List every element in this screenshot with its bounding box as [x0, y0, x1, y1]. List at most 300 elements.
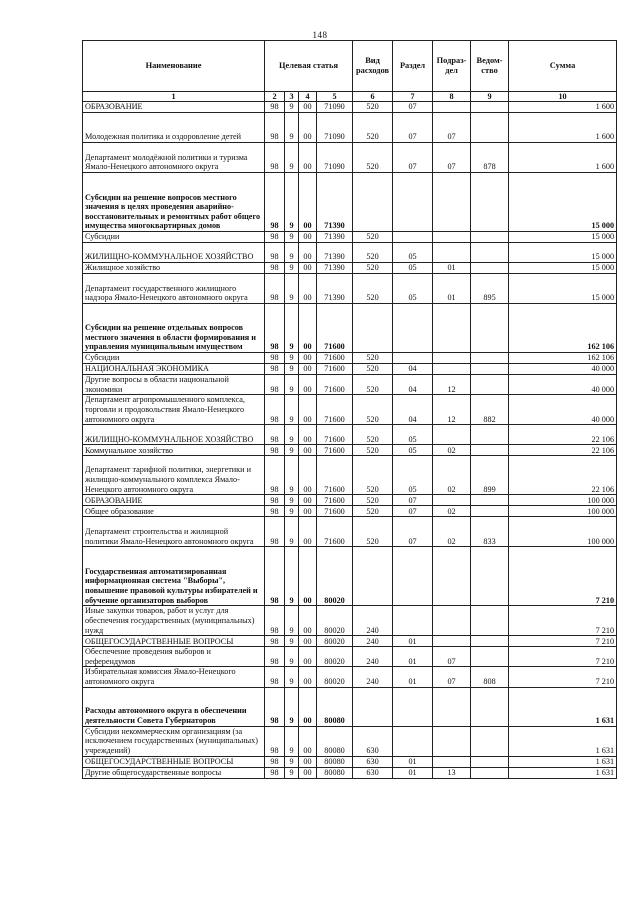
target-code-4: 71390 — [317, 263, 353, 274]
target-code-4: 80020 — [317, 647, 353, 667]
table-row — [83, 232, 617, 243]
table-row — [83, 495, 617, 506]
target-code-4: 71390 — [317, 243, 353, 263]
target-code-3: 00 — [299, 687, 317, 726]
expense-type-code: 520 — [353, 506, 393, 517]
expense-type-code — [353, 173, 393, 232]
amount-value: 7 210 — [509, 647, 617, 667]
expense-type-code: 240 — [353, 667, 393, 687]
target-code-1: 98 — [265, 375, 285, 395]
header-subsection: Подраз-дел — [433, 41, 471, 92]
subsection-code — [433, 102, 471, 113]
column-number: 10 — [509, 92, 617, 102]
target-code-4: 71600 — [317, 364, 353, 375]
subsection-code: 02 — [433, 506, 471, 517]
amount-value: 15 000 — [509, 274, 617, 304]
expense-type-code: 630 — [353, 756, 393, 767]
department-code — [471, 756, 509, 767]
subsection-code — [433, 687, 471, 726]
target-code-2: 9 — [285, 636, 299, 647]
target-code-1: 98 — [265, 456, 285, 495]
department-code — [471, 263, 509, 274]
target-code-3: 00 — [299, 636, 317, 647]
target-code-4: 71600 — [317, 445, 353, 456]
target-code-2: 9 — [285, 232, 299, 243]
section-code: 01 — [393, 647, 433, 667]
department-code — [471, 364, 509, 375]
target-code-4: 80020 — [317, 547, 353, 606]
amount-value: 40 000 — [509, 395, 617, 425]
row-name: Избирательная комиссия Ямало-Ненецкого автономного округа — [83, 667, 265, 687]
target-code-4: 80080 — [317, 767, 353, 778]
subsection-code: 07 — [433, 667, 471, 687]
header-name: Наименование — [83, 41, 265, 92]
row-name: НАЦИОНАЛЬНАЯ ЭКОНОМИКА — [83, 364, 265, 375]
row-name: ОБРАЗОВАНИЕ — [83, 495, 265, 506]
target-code-2: 9 — [285, 143, 299, 173]
target-code-3: 00 — [299, 425, 317, 445]
header-row — [83, 41, 617, 92]
expense-type-code: 520 — [353, 263, 393, 274]
target-code-2: 9 — [285, 547, 299, 606]
target-code-4: 71390 — [317, 173, 353, 232]
amount-value: 1 600 — [509, 102, 617, 113]
department-code: 878 — [471, 143, 509, 173]
row-name: ОБЩЕГОСУДАРСТВЕННЫЕ ВОПРОСЫ — [83, 756, 265, 767]
table-row — [83, 647, 617, 667]
row-name: Жилищное хозяйство — [83, 263, 265, 274]
row-name: Другие вопросы в области национальной экономики — [83, 375, 265, 395]
department-code — [471, 606, 509, 636]
target-code-1: 98 — [265, 726, 285, 756]
header-section: Раздел — [393, 41, 433, 92]
table-row — [83, 456, 617, 495]
target-code-3: 00 — [299, 364, 317, 375]
subsection-code — [433, 606, 471, 636]
expense-type-code: 630 — [353, 726, 393, 756]
expense-type-code: 240 — [353, 636, 393, 647]
target-code-3: 00 — [299, 375, 317, 395]
table-row — [83, 506, 617, 517]
section-code: 07 — [393, 102, 433, 113]
table-row — [83, 445, 617, 456]
amount-value: 40 000 — [509, 375, 617, 395]
column-number: 1 — [83, 92, 265, 102]
row-name: Расходы автономного округа в обеспечении деятельности Совета Губернаторов — [83, 687, 265, 726]
subsection-code: 01 — [433, 263, 471, 274]
target-code-3: 00 — [299, 445, 317, 456]
target-code-2: 9 — [285, 495, 299, 506]
amount-value: 22 106 — [509, 445, 617, 456]
amount-value: 15 000 — [509, 173, 617, 232]
row-name: Департамент агропромышленного комплекса, торговли и продовольствия Ямало-Ненецкого автономного округа — [83, 395, 265, 425]
section-code: 01 — [393, 667, 433, 687]
department-code — [471, 375, 509, 395]
section-code: 04 — [393, 364, 433, 375]
target-code-1: 98 — [265, 102, 285, 113]
row-name: ОБРАЗОВАНИЕ — [83, 102, 265, 113]
table-row — [83, 517, 617, 547]
target-code-3: 00 — [299, 173, 317, 232]
target-code-3: 00 — [299, 517, 317, 547]
row-name: Департамент государственного жилищного надзора Ямало-Ненецкого автономного округа — [83, 274, 265, 304]
table-row — [83, 606, 617, 636]
department-code: 895 — [471, 274, 509, 304]
department-code — [471, 113, 509, 143]
amount-value: 1 631 — [509, 756, 617, 767]
target-code-2: 9 — [285, 353, 299, 364]
expense-type-code: 240 — [353, 647, 393, 667]
row-name: Департамент молодёжной политики и туризма Ямало-Ненецкого автономного округа — [83, 143, 265, 173]
amount-value: 1 631 — [509, 767, 617, 778]
target-code-3: 00 — [299, 232, 317, 243]
target-code-1: 98 — [265, 395, 285, 425]
section-code: 05 — [393, 263, 433, 274]
target-code-1: 98 — [265, 687, 285, 726]
target-code-1: 98 — [265, 263, 285, 274]
amount-value: 7 210 — [509, 606, 617, 636]
expense-type-code: 520 — [353, 113, 393, 143]
target-code-4: 71390 — [317, 274, 353, 304]
target-code-4: 71600 — [317, 425, 353, 445]
target-code-1: 98 — [265, 353, 285, 364]
table-row — [83, 353, 617, 364]
section-code — [393, 547, 433, 606]
amount-value: 1 600 — [509, 143, 617, 173]
target-code-2: 9 — [285, 456, 299, 495]
target-code-1: 98 — [265, 495, 285, 506]
target-code-3: 00 — [299, 263, 317, 274]
table-row — [83, 113, 617, 143]
amount-value: 100 000 — [509, 517, 617, 547]
target-code-1: 98 — [265, 425, 285, 445]
expense-type-code: 520 — [353, 243, 393, 263]
table-row — [83, 102, 617, 113]
target-code-2: 9 — [285, 263, 299, 274]
target-code-2: 9 — [285, 647, 299, 667]
amount-value: 15 000 — [509, 263, 617, 274]
table-row — [83, 547, 617, 606]
amount-value: 100 000 — [509, 495, 617, 506]
department-code — [471, 495, 509, 506]
section-code: 05 — [393, 243, 433, 263]
expense-type-code: 520 — [353, 395, 393, 425]
target-code-2: 9 — [285, 756, 299, 767]
section-code — [393, 304, 433, 353]
row-name: Молодежная политика и оздоровление детей — [83, 113, 265, 143]
target-code-1: 98 — [265, 364, 285, 375]
row-name: Субсидии — [83, 353, 265, 364]
target-code-2: 9 — [285, 767, 299, 778]
target-code-3: 00 — [299, 506, 317, 517]
target-code-2: 9 — [285, 364, 299, 375]
target-code-2: 9 — [285, 517, 299, 547]
expense-type-code: 520 — [353, 425, 393, 445]
amount-value: 7 210 — [509, 667, 617, 687]
row-name: Общее образование — [83, 506, 265, 517]
section-code — [393, 232, 433, 243]
amount-value: 1 631 — [509, 726, 617, 756]
table-row — [83, 726, 617, 756]
expense-type-code: 520 — [353, 232, 393, 243]
subsection-code — [433, 353, 471, 364]
section-code — [393, 606, 433, 636]
target-code-4: 80080 — [317, 756, 353, 767]
amount-value: 15 000 — [509, 243, 617, 263]
target-code-3: 00 — [299, 304, 317, 353]
subsection-code — [433, 547, 471, 606]
column-number: 3 — [285, 92, 299, 102]
section-code: 05 — [393, 274, 433, 304]
section-code — [393, 687, 433, 726]
target-code-2: 9 — [285, 243, 299, 263]
target-code-2: 9 — [285, 425, 299, 445]
column-number-row — [83, 92, 617, 102]
target-code-2: 9 — [285, 606, 299, 636]
target-code-2: 9 — [285, 102, 299, 113]
amount-value: 162 106 — [509, 353, 617, 364]
target-code-3: 00 — [299, 274, 317, 304]
table-row — [83, 143, 617, 173]
target-code-4: 71600 — [317, 395, 353, 425]
row-name: Государственная автоматизированная информационная система "Выборы", повышение правовой культуры избирателей и обучение организаторов выборов — [83, 547, 265, 606]
department-code — [471, 445, 509, 456]
table-row — [83, 304, 617, 353]
section-code: 01 — [393, 767, 433, 778]
target-code-4: 71090 — [317, 113, 353, 143]
expense-type-code: 520 — [353, 445, 393, 456]
target-code-4: 71090 — [317, 143, 353, 173]
target-code-4: 71600 — [317, 375, 353, 395]
row-name: Субсидии на решение отдельных вопросов местного значения в области формирования и управления муниципальным имуществом — [83, 304, 265, 353]
row-name: Иные закупки товаров, работ и услуг для обеспечения государственных (муниципальных) нужд — [83, 606, 265, 636]
department-code — [471, 232, 509, 243]
row-name: Обеспечение проведения выборов и референдумов — [83, 647, 265, 667]
column-number: 8 — [433, 92, 471, 102]
row-name: ОБЩЕГОСУДАРСТВЕННЫЕ ВОПРОСЫ — [83, 636, 265, 647]
target-code-1: 98 — [265, 506, 285, 517]
table-row — [83, 687, 617, 726]
amount-value: 15 000 — [509, 232, 617, 243]
department-code — [471, 506, 509, 517]
department-code: 808 — [471, 667, 509, 687]
target-code-3: 00 — [299, 667, 317, 687]
target-code-3: 00 — [299, 495, 317, 506]
target-code-2: 9 — [285, 687, 299, 726]
target-code-3: 00 — [299, 143, 317, 173]
target-code-3: 00 — [299, 647, 317, 667]
subsection-code: 13 — [433, 767, 471, 778]
table-row — [83, 173, 617, 232]
expense-type-code: 520 — [353, 102, 393, 113]
header-department: Ведом-ство — [471, 41, 509, 92]
subsection-code — [433, 756, 471, 767]
subsection-code: 02 — [433, 517, 471, 547]
target-code-4: 80020 — [317, 606, 353, 636]
table-row — [83, 425, 617, 445]
amount-value: 100 000 — [509, 506, 617, 517]
target-code-4: 80020 — [317, 667, 353, 687]
section-code: 01 — [393, 756, 433, 767]
amount-value: 7 210 — [509, 636, 617, 647]
target-code-1: 98 — [265, 517, 285, 547]
section-code — [393, 353, 433, 364]
row-name: Субсидии — [83, 232, 265, 243]
expense-type-code: 240 — [353, 606, 393, 636]
target-code-4: 71600 — [317, 304, 353, 353]
row-name: Другие общегосударственные вопросы — [83, 767, 265, 778]
target-code-1: 98 — [265, 667, 285, 687]
target-code-1: 98 — [265, 113, 285, 143]
table-row — [83, 375, 617, 395]
table-row — [83, 767, 617, 778]
target-code-1: 98 — [265, 143, 285, 173]
expense-type-code: 520 — [353, 517, 393, 547]
department-code — [471, 647, 509, 667]
expense-type-code: 520 — [353, 495, 393, 506]
target-code-3: 00 — [299, 102, 317, 113]
budget-table — [82, 40, 617, 779]
department-code — [471, 636, 509, 647]
target-code-2: 9 — [285, 304, 299, 353]
target-code-1: 98 — [265, 445, 285, 456]
target-code-1: 98 — [265, 274, 285, 304]
row-name: Субсидии некоммерческим организациям (за исключением государственных (муниципальных) учреждений) — [83, 726, 265, 756]
target-code-2: 9 — [285, 726, 299, 756]
target-code-1: 98 — [265, 636, 285, 647]
table-row — [83, 243, 617, 263]
department-code — [471, 173, 509, 232]
target-code-1: 98 — [265, 647, 285, 667]
section-code: 07 — [393, 506, 433, 517]
row-name: Департамент строительства и жилищной политики Ямало-Ненецкого автономного округа — [83, 517, 265, 547]
target-code-2: 9 — [285, 113, 299, 143]
amount-value: 162 106 — [509, 304, 617, 353]
subsection-code: 01 — [433, 274, 471, 304]
target-code-1: 98 — [265, 606, 285, 636]
subsection-code: 07 — [433, 647, 471, 667]
department-code — [471, 425, 509, 445]
table-row — [83, 274, 617, 304]
section-code: 05 — [393, 425, 433, 445]
column-number: 5 — [317, 92, 353, 102]
department-code — [471, 102, 509, 113]
table-row — [83, 263, 617, 274]
department-code — [471, 243, 509, 263]
expense-type-code: 520 — [353, 353, 393, 364]
section-code: 07 — [393, 143, 433, 173]
target-code-2: 9 — [285, 667, 299, 687]
department-code: 882 — [471, 395, 509, 425]
subsection-code: 07 — [433, 113, 471, 143]
target-code-1: 98 — [265, 243, 285, 263]
table-row — [83, 636, 617, 647]
section-code: 01 — [393, 636, 433, 647]
target-code-3: 00 — [299, 756, 317, 767]
expense-type-code — [353, 304, 393, 353]
row-name: Департамент тарифной политики, энергетики и жилищно-коммунального комплекса Ямало-Ненецкого автономного округа — [83, 456, 265, 495]
header-target: Целевая статья — [265, 41, 353, 92]
amount-value: 22 106 — [509, 425, 617, 445]
row-name: Субсидии на решение вопросов местного значения в целях проведения аварийно-восстановительных и ремонтных работ общего имущества многоквартирных домов — [83, 173, 265, 232]
row-name: Коммунальное хозяйство — [83, 445, 265, 456]
subsection-code — [433, 726, 471, 756]
target-code-4: 71600 — [317, 353, 353, 364]
target-code-4: 80020 — [317, 636, 353, 647]
section-code: 05 — [393, 445, 433, 456]
target-code-1: 98 — [265, 173, 285, 232]
row-name: ЖИЛИЩНО-КОММУНАЛЬНОЕ ХОЗЯЙСТВО — [83, 243, 265, 263]
target-code-4: 80080 — [317, 726, 353, 756]
department-code — [471, 767, 509, 778]
target-code-3: 00 — [299, 547, 317, 606]
target-code-2: 9 — [285, 375, 299, 395]
expense-type-code: 520 — [353, 375, 393, 395]
section-code — [393, 726, 433, 756]
subsection-code — [433, 425, 471, 445]
expense-type-code — [353, 687, 393, 726]
amount-value: 1 600 — [509, 113, 617, 143]
subsection-code — [433, 232, 471, 243]
subsection-code: 12 — [433, 395, 471, 425]
department-code — [471, 687, 509, 726]
target-code-4: 71390 — [317, 232, 353, 243]
section-code: 07 — [393, 113, 433, 143]
target-code-4: 71600 — [317, 506, 353, 517]
target-code-3: 00 — [299, 726, 317, 756]
section-code: 07 — [393, 517, 433, 547]
target-code-3: 00 — [299, 353, 317, 364]
column-number: 9 — [471, 92, 509, 102]
section-code: 07 — [393, 495, 433, 506]
page-number: 148 — [312, 30, 328, 40]
expense-type-code: 630 — [353, 767, 393, 778]
target-code-4: 80080 — [317, 687, 353, 726]
target-code-3: 00 — [299, 767, 317, 778]
table-row — [83, 364, 617, 375]
target-code-4: 71600 — [317, 517, 353, 547]
subsection-code — [433, 173, 471, 232]
subsection-code: 02 — [433, 445, 471, 456]
amount-value: 22 106 — [509, 456, 617, 495]
target-code-3: 00 — [299, 456, 317, 495]
target-code-3: 00 — [299, 606, 317, 636]
subsection-code — [433, 304, 471, 353]
amount-value: 40 000 — [509, 364, 617, 375]
expense-type-code — [353, 547, 393, 606]
subsection-code: 02 — [433, 456, 471, 495]
table-row — [83, 756, 617, 767]
subsection-code: 12 — [433, 375, 471, 395]
department-code: 899 — [471, 456, 509, 495]
expense-type-code: 520 — [353, 456, 393, 495]
department-code: 833 — [471, 517, 509, 547]
target-code-2: 9 — [285, 173, 299, 232]
target-code-2: 9 — [285, 395, 299, 425]
department-code — [471, 353, 509, 364]
target-code-3: 00 — [299, 243, 317, 263]
subsection-code — [433, 636, 471, 647]
expense-type-code: 520 — [353, 143, 393, 173]
target-code-4: 71600 — [317, 495, 353, 506]
target-code-1: 98 — [265, 232, 285, 243]
target-code-1: 98 — [265, 756, 285, 767]
subsection-code — [433, 364, 471, 375]
target-code-1: 98 — [265, 304, 285, 353]
column-number: 7 — [393, 92, 433, 102]
target-code-3: 00 — [299, 113, 317, 143]
target-code-2: 9 — [285, 506, 299, 517]
